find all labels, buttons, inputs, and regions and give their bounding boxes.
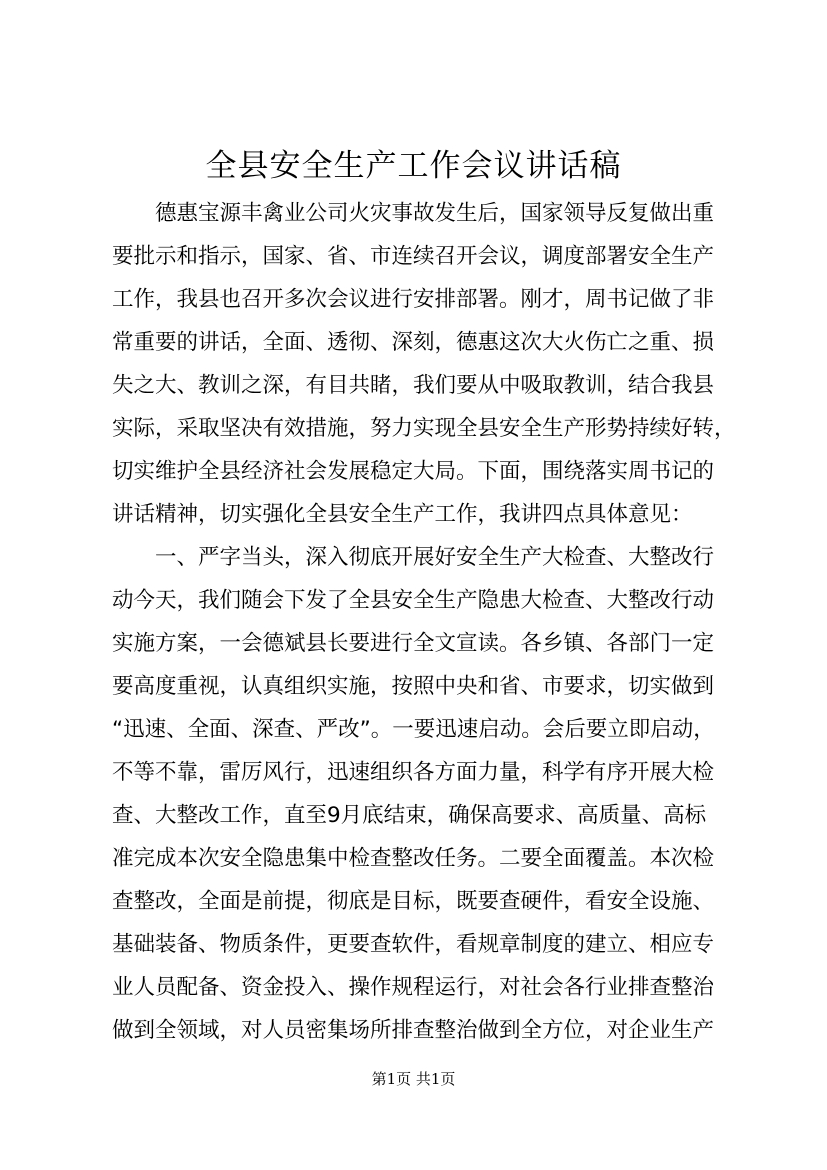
paragraph-line: 实际，采取坚决有效措施，努力实现全县安全生产形势持续好转， [112,416,736,441]
paragraph-line: 做到全领域，对人员密集场所排查整治做到全方位，对企业生产 [112,1018,715,1043]
paragraph-line: 一、严字当头，深入彻底开展好安全生产大检查、大整改行 [112,545,715,570]
document-title: 全县安全生产工作会议讲话稿 [205,148,622,184]
paragraph-line: 工作，我县也召开多次会议进行安排部署。刚才，周书记做了非 [112,287,715,312]
paragraph-line: 要高度重视，认真组织实施，按照中央和省、市要求，切实做到 [112,674,715,699]
paragraph-line: 失之大、教训之深，有目共睹，我们要从中吸取教训，结合我县 [112,373,715,398]
paragraph-line: 常重要的讲话，全面、透彻、深刻，德惠这次大火伤亡之重、损 [112,330,715,355]
paragraph-line: 动今天，我们随会下发了全县安全生产隐患大检查、大整改行动 [112,588,715,613]
paragraph-line: 讲话精神，切实强化全县安全生产工作，我讲四点具体意见： [112,502,693,527]
paragraph-line: 业人员配备、资金投入、操作规程运行，对社会各行业排查整治 [112,975,715,1000]
paragraph-line: 切实维护全县经济社会发展稳定大局。下面，围绕落实周书记的 [112,459,715,484]
paragraph-line: 查、大整改工作，直至9月底结束，确保高要求、高质量、高标 [112,803,707,828]
paragraph-line: 查整改，全面是前提，彻底是目标，既要查硬件，看安全设施、 [112,889,715,914]
paragraph-line: 不等不靠，雷厉风行，迅速组织各方面力量，科学有序开展大检 [112,760,715,785]
page-number-footer: 第1页 共1页 [371,1070,456,1088]
paragraph-line: “迅速、全面、深查、严改”。一要迅速启动。会后要立即启动， [112,717,715,742]
paragraph-line: 德惠宝源丰禽业公司火灾事故发生后，国家领导反复做出重 [112,201,715,226]
paragraph-line: 要批示和指示，国家、省、市连续召开会议，调度部署安全生产 [112,244,715,269]
paragraph-line: 实施方案，一会德斌县长要进行全文宣读。各乡镇、各部门一定 [112,631,715,656]
paragraph-line: 基础装备、物质条件，更要查软件，看规章制度的建立、相应专 [112,932,715,957]
paragraph-line: 准完成本次安全隐患集中检查整改任务。二要全面覆盖。本次检 [112,846,715,871]
